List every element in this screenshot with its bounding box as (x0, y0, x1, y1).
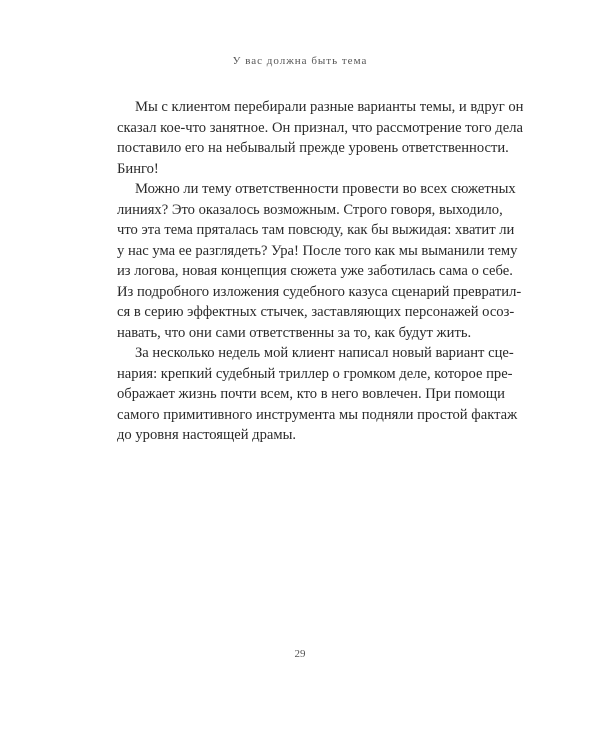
paragraph (117, 97, 524, 179)
text-line: сказал кое-что занятное. Он признал, что рассмотрение того дела (117, 119, 523, 136)
text-line: поставило его на небывалый прежде уровень ответственности. (117, 140, 509, 156)
text-line: ся в серию эффектных стычек, заставляющих персонажей осоз- (117, 304, 515, 320)
text-line: линиях? Это оказалось возможным. Строго говоря, выходило, (117, 201, 503, 218)
text-line: Можно ли тему ответственности провести во всех сюжетных (135, 181, 516, 197)
text-line: до уровня настоящей драмы. (117, 427, 297, 443)
text-line: За несколько недель мой клиент написал новый вариант сце- (135, 345, 514, 361)
text-line: Бинго! (117, 160, 159, 177)
text-line: Из подробного изложения судебного казуса сценарий превратил- (117, 283, 522, 300)
text-line: навать, что они сами ответственны за то, как будут жить. (117, 324, 472, 341)
paragraph (117, 343, 518, 446)
text-line: у нас ума ее разглядеть? Ура! После того как мы выманили тему (117, 242, 518, 259)
running-header: У вас должна быть тема (232, 55, 368, 67)
text-line: ображает жизнь почти всем, кто в него вовлечен. При помощи (117, 386, 505, 402)
text-line: нария: крепкий судебный триллер о громком деле, которое пре- (117, 365, 513, 382)
body-text (117, 97, 524, 446)
text-line: самого примитивного инструмента мы подняли простой фактаж (117, 406, 518, 423)
text-line: что эта тема пряталась там повсюду, как бы выжидая: хватит ли (117, 222, 515, 238)
text-line: из логова, новая концепция сюжета уже заботилась сама о себе. (117, 263, 513, 279)
text-line: Мы с клиентом перебирали разные варианты темы, и вдруг он (135, 99, 524, 115)
page-number: 29 (294, 648, 306, 660)
paragraph (117, 179, 522, 343)
